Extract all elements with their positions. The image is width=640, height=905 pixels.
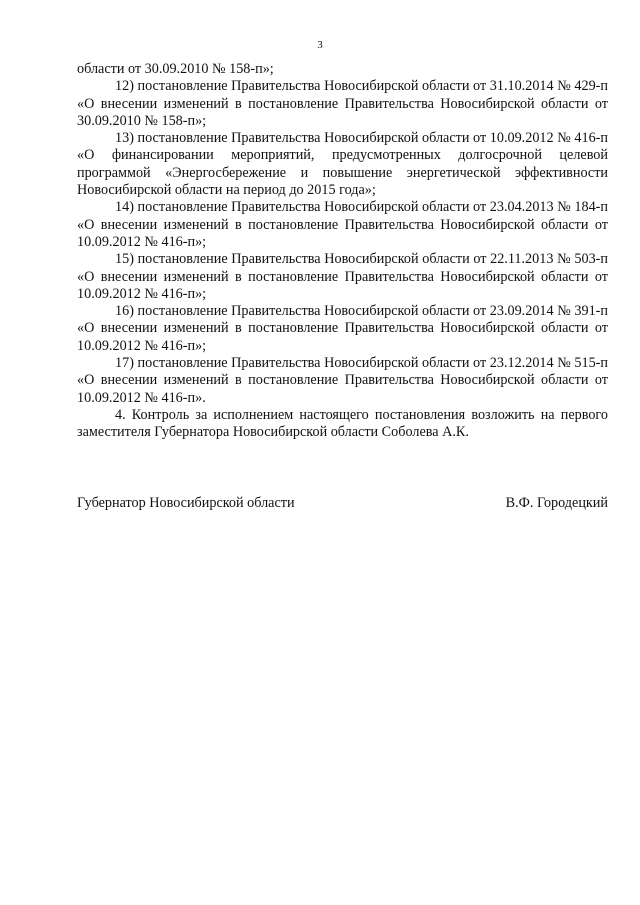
paragraph-continuation: области от 30.09.2010 № 158-п»; — [77, 61, 274, 77]
paragraph-item-17: 17) постановление Правительства Новосибирской области от 23.12.2014 № 515-п «О внесении изменений в постановление Правительства Новосибирской области от 10.09.2012 № 416-п». — [77, 355, 608, 406]
paragraph-item-13: 13) постановление Правительства Новосибирской области от 10.09.2012 № 416-п «О финансировании мероприятий, предусмотренных долгосрочной целевой программой «Энергосбережение и повышение энергетической эффективности Новосибирской области на период до 2015 года»; — [77, 130, 608, 199]
paragraph-item-15: 15) постановление Правительства Новосибирской области от 22.11.2013 № 503-п «О внесении изменений в постановление Правительства Новосибирской области от 10.09.2012 № 416-п»; — [77, 251, 608, 302]
paragraph-item-12: 12) постановление Правительства Новосибирской области от 31.10.2014 № 429-п «О внесении изменений в постановление Правительства Новосибирской области от 30.09.2010 № 158-п»; — [77, 78, 608, 129]
document-body — [77, 61, 608, 442]
signature-block — [77, 495, 608, 512]
paragraph-item-16: 16) постановление Правительства Новосибирской области от 23.09.2014 № 391-п «О внесении изменений в постановление Правительства Новосибирской области от 10.09.2012 № 416-п»; — [77, 303, 608, 354]
paragraph-item-14: 14) постановление Правительства Новосибирской области от 23.04.2013 № 184-п «О внесении изменений в постановление Правительства Новосибирской области от 10.09.2012 № 416-п»; — [77, 199, 608, 250]
signatory-name: В.Ф. Городецкий — [505, 495, 608, 511]
page-number: 3 — [317, 39, 323, 51]
paragraph-clause-4: 4. Контроль за исполнением настоящего постановления возложить на первого заместителя Губернатора Новосибирской области Соболева А.К. — [77, 406, 608, 441]
signatory-position: Губернатор Новосибирской области — [77, 495, 295, 511]
